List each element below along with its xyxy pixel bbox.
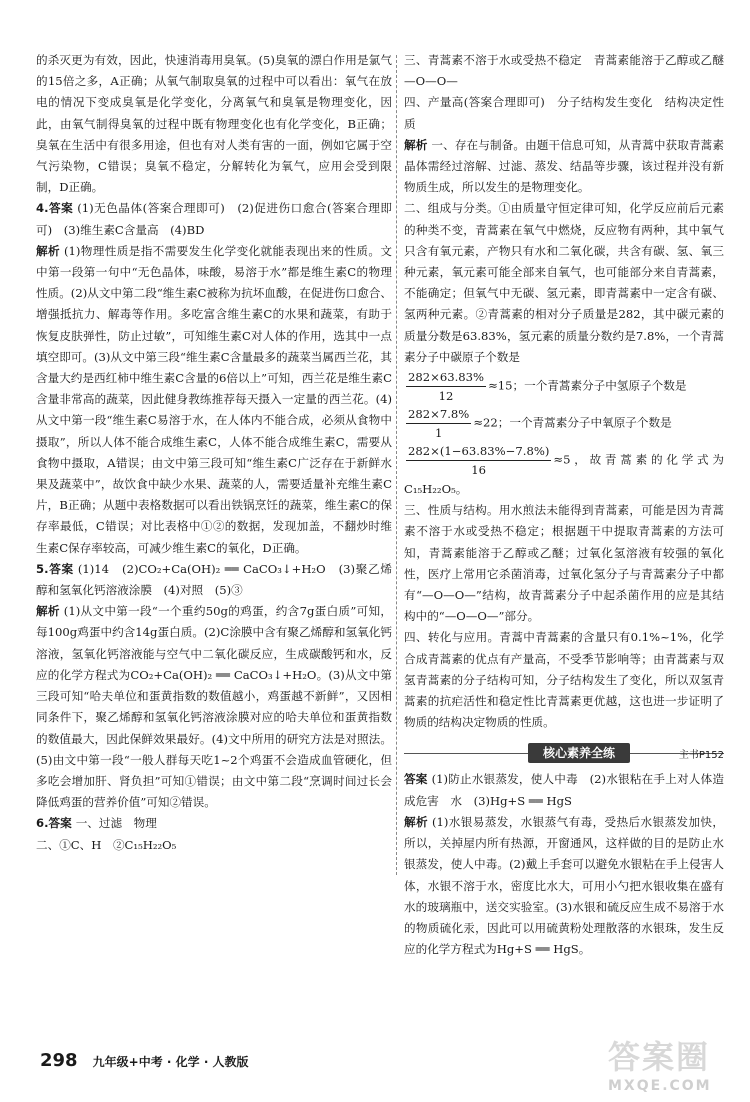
question-number-4: 4. [36,201,49,216]
explanation-q6-part1 [404,135,724,199]
fraction-numerator: 282×(1−63.83%−7.8%) [406,442,551,461]
answer-label: 答案 [48,201,74,216]
answer-q6-line2: 二、①C、H ②C₁₅H₂₂O₅ [36,837,177,852]
column-divider [396,55,397,875]
formula-text: ≈5，故青蒿素的化学式为C₁₅H₂₂O₅。 [404,452,724,497]
formula-oxygen-atoms [404,442,724,500]
section-banner-row [404,741,724,767]
answer-q6-part4: 四、产量高(答案合理即可) 分子结构发生变化 结构决定性质 [404,95,724,131]
formula-text: ≈22；一个青蒿素分子中氧原子个数是 [473,415,672,430]
answer-text: (1)无色晶体(答案合理即可) (2)促进伤口愈合(答案合理即可) (3)维生素C含量高 (4)BD [36,201,392,237]
paragraph-q3-continued: 的杀灭更为有效，因此，快速消毒用臭氧。(5)臭氧的漂白作用是氯气的15倍之多，A正确；从氧气制取臭氧的过程中可以看出：氧气在放电的情况下变成臭氧是化学变化，分离氧气和臭氧是物理变化，因此，由氧气制得臭氧的过程中既有物理变化也有化学变化，B正确；臭氧在生活中有很多用途，但也有对人类有害的一面，例如它属于空气污染物，C错误；臭氧不稳定，分解转化为氧气，应用会受到限制，D正确。 [36,53,392,195]
answer-label: 答案 [48,561,74,576]
explanation-core [404,812,724,960]
fraction-denominator: 1 [434,426,443,441]
page-number: 298 [40,1050,78,1071]
section-banner: 核心素养全练 [528,743,630,763]
fraction-numerator: 282×63.83% [406,368,486,387]
explanation-label: 解析 [404,137,428,152]
explanation-label: 解析 [404,814,428,829]
answer-text: (1)14 (2)CO₂+Ca(OH)₂ ══ CaCO₃↓+H₂O (3)聚乙烯醇和氢氧化钙溶液涂膜 (4)对照 (5)③ [36,561,392,598]
question-number-6: 6. [36,816,49,831]
answer-label: 答案 [48,816,72,831]
explanation-text: (1)物理性质是指不需要发生化学变化就能表现出来的性质。文中第一段第一句中“无色晶体，味酸，易溶于水”都是维生素C的物理性质。(2)从文中第二段“维生素C被称为抗坏血酸，在促进伤口愈合、增强抵抗力、解毒等作用。多吃富含维生素C的水果和蔬菜，有助于恢复皮肤弹性，防止过敏”，可知维生素C对人体的作用，选其中一点填空即可。(3)从文中第三段“维生素C含量最多的蔬菜当属西兰花，其含量大约是西红柿中维生素C含量的6倍以上”可知，西兰花是维生素C含量非常高的蔬菜，因此健身教练推荐每天摄入一定量的西兰花。(4)从文中第一段“维生素C易溶于水，在人体内不能合成，必须从食物中摄取”，所以人体不能合成维生素C，人体不能合成维生素C，需要从食物中摄取，A错误；由文中第三段可知“维生素C广泛存在于新鲜水果及蔬菜中”，故饮食中缺少水果、蔬菜的人，需要适量补充维生素C片，B正确；从题中表格数据可以看出铁锅烹饪的蔬菜，维生素C的保存率最低，C错误；对比表格中①②的数据，发现加盖，不翻炒时维生素C保存率较高，可减少维生素C的氧化，D正确。 [36,243,392,555]
answer-text: 一、过滤 物理 [75,816,157,831]
explanation-q6-part2: 二、组成与分类。①由质量守恒定律可知，化学反应前后元素的种类不变，青蒿素在氧气中燃烧，反应物有两种，其中氧气只含有氧元素，产物只有水和二氧化碳，共含有碳、氢、氧三种元素，氧元素可能全部来自氧气，也可能部分来自青蒿素，不能确定；但氧气中无碳、氢元素，即青蒿素中一定含有碳、氢两种元素。②青蒿素的相对分子质量是282，其中碳元素的质量分数是63.83%，氢元素的质量分数约是7.8%，一个青蒿素分子中碳原子个数是 [404,201,724,364]
answer-text: (1)防止水银蒸发，使人中毒 (2)水银粘在手上对人体造成危害 水 (3)Hg+S ══ HgS [404,772,724,808]
answer-q4 [36,198,392,240]
fraction-numerator: 282×7.8% [406,405,471,424]
answer-q5 [36,559,392,601]
watermark-url: MXQE.COM [608,1078,712,1094]
fraction [406,405,471,442]
formula-hydrogen-atoms [404,405,724,442]
explanation-q5 [36,601,392,813]
formula-text: ≈15；一个青蒿素分子中氢原子个数是 [488,378,687,393]
course-title: 九年级+中考 · 化学 · 人教版 [92,1055,249,1069]
explanation-label: 解析 [36,243,60,258]
fraction [406,442,551,479]
formula-carbon-atoms [404,368,724,405]
right-column [404,50,736,960]
explanation-text: (1)水银易蒸发，水银蒸气有毒，受热后水银蒸发加快，所以，关掉屋内所有热源，开窗通风，这样做的目的是防止水银蒸发，使人中毒。(2)戴上手套可以避免水银粘在手上侵害人体，水银不溶于水，密度比水大，可用小勺把水银收集在盛有水的玻璃瓶中，送交实验室。(3)水银和硫反应生成不易溶于水的物质硫化汞，因此可以用硫黄粉处理散落的水银珠，发生反应的化学方程式为Hg+S ══ HgS。 [404,814,724,957]
watermark-logo [608,1032,738,1096]
explanation-q6-part3: 三、性质与结构。用水煎法未能得到青蒿素，可能是因为青蒿素不溶于水或受热不稳定；根据题干中提取青蒿素的方法可知，青蒿素能溶于乙醇或乙醚；过氧化氢溶液有较强的氧化性，医疗上常用它杀菌消毒，过氧化氢分子与青蒿素分子中都有“—O—O—”结构，故青蒿素分子中起杀菌作用的应是其结构中的“—O—O—”部分。 [404,503,724,624]
page-footer [40,1050,249,1071]
fraction-denominator: 16 [471,463,487,478]
answer-q6 [36,813,392,834]
explanation-text: (1)从文中第一段“一个重约50g的鸡蛋，约含7g蛋白质”可知，每100g鸡蛋中约含14g蛋白质。(2)C涂膜中含有聚乙烯醇和氢氧化钙溶液，氢氧化钙溶液能与空气中二氧化碳反应，生成碳酸钙和水，反应的化学方程式为CO₂+Ca(OH)₂ ══ CaCO₃↓+H₂O。(3)从文中第三段可知“哈夫单位和蛋黄指数的数值越小，鸡蛋越不新鲜”，又因相同条件下，聚乙烯醇和氢氧化钙溶液涂膜对应的哈夫单位和蛋黄指数的数值最大，因此保鲜效果最好。(4)文中所用的研究方法是对照法。(5)由文中第一段“一般人群每天吃1~2个鸡蛋不会造成血管硬化，但多吃会增加肝、肾负担”可知①错误；由文中第二段“烹调时间过长会降低鸡蛋的营养价值”可知②错误。 [36,604,392,810]
explanation-q4 [36,241,392,559]
watermark-text: 答案圈 [608,1038,711,1076]
fraction [406,368,486,405]
answer-label: 答案 [404,772,428,787]
fraction-denominator: 12 [438,389,454,404]
main-book-reference: 主书P152 [678,750,724,762]
explanation-label: 解析 [36,604,60,619]
explanation-q6-part4: 四、转化与应用。青蒿中青蒿素的含量只有0.1%~1%，化学合成青蒿素的优点有产量高，不受季节影响等；由青蒿素与双氢青蒿素的分子结构可知，分子结构发生了变化，所以双氢青蒿素的抗疟活性和稳定性比青蒿素更优越，这也进一步证明了物质的结构决定物质的性质。 [404,630,724,730]
left-column [36,50,392,856]
explanation-text: 一、存在与制备。由题干信息可知，从青蒿中获取青蒿素晶体需经过溶解、过滤、蒸发、结晶等步骤，该过程并没有新物质生成，所以发生的是物理变化。 [404,137,724,195]
question-number-5: 5. [36,561,49,576]
answer-q6-part3: 三、青蒿素不溶于水或受热不稳定 青蒿素能溶于乙醇或乙醚 —O—O— [404,53,736,89]
answer-core [404,769,724,811]
